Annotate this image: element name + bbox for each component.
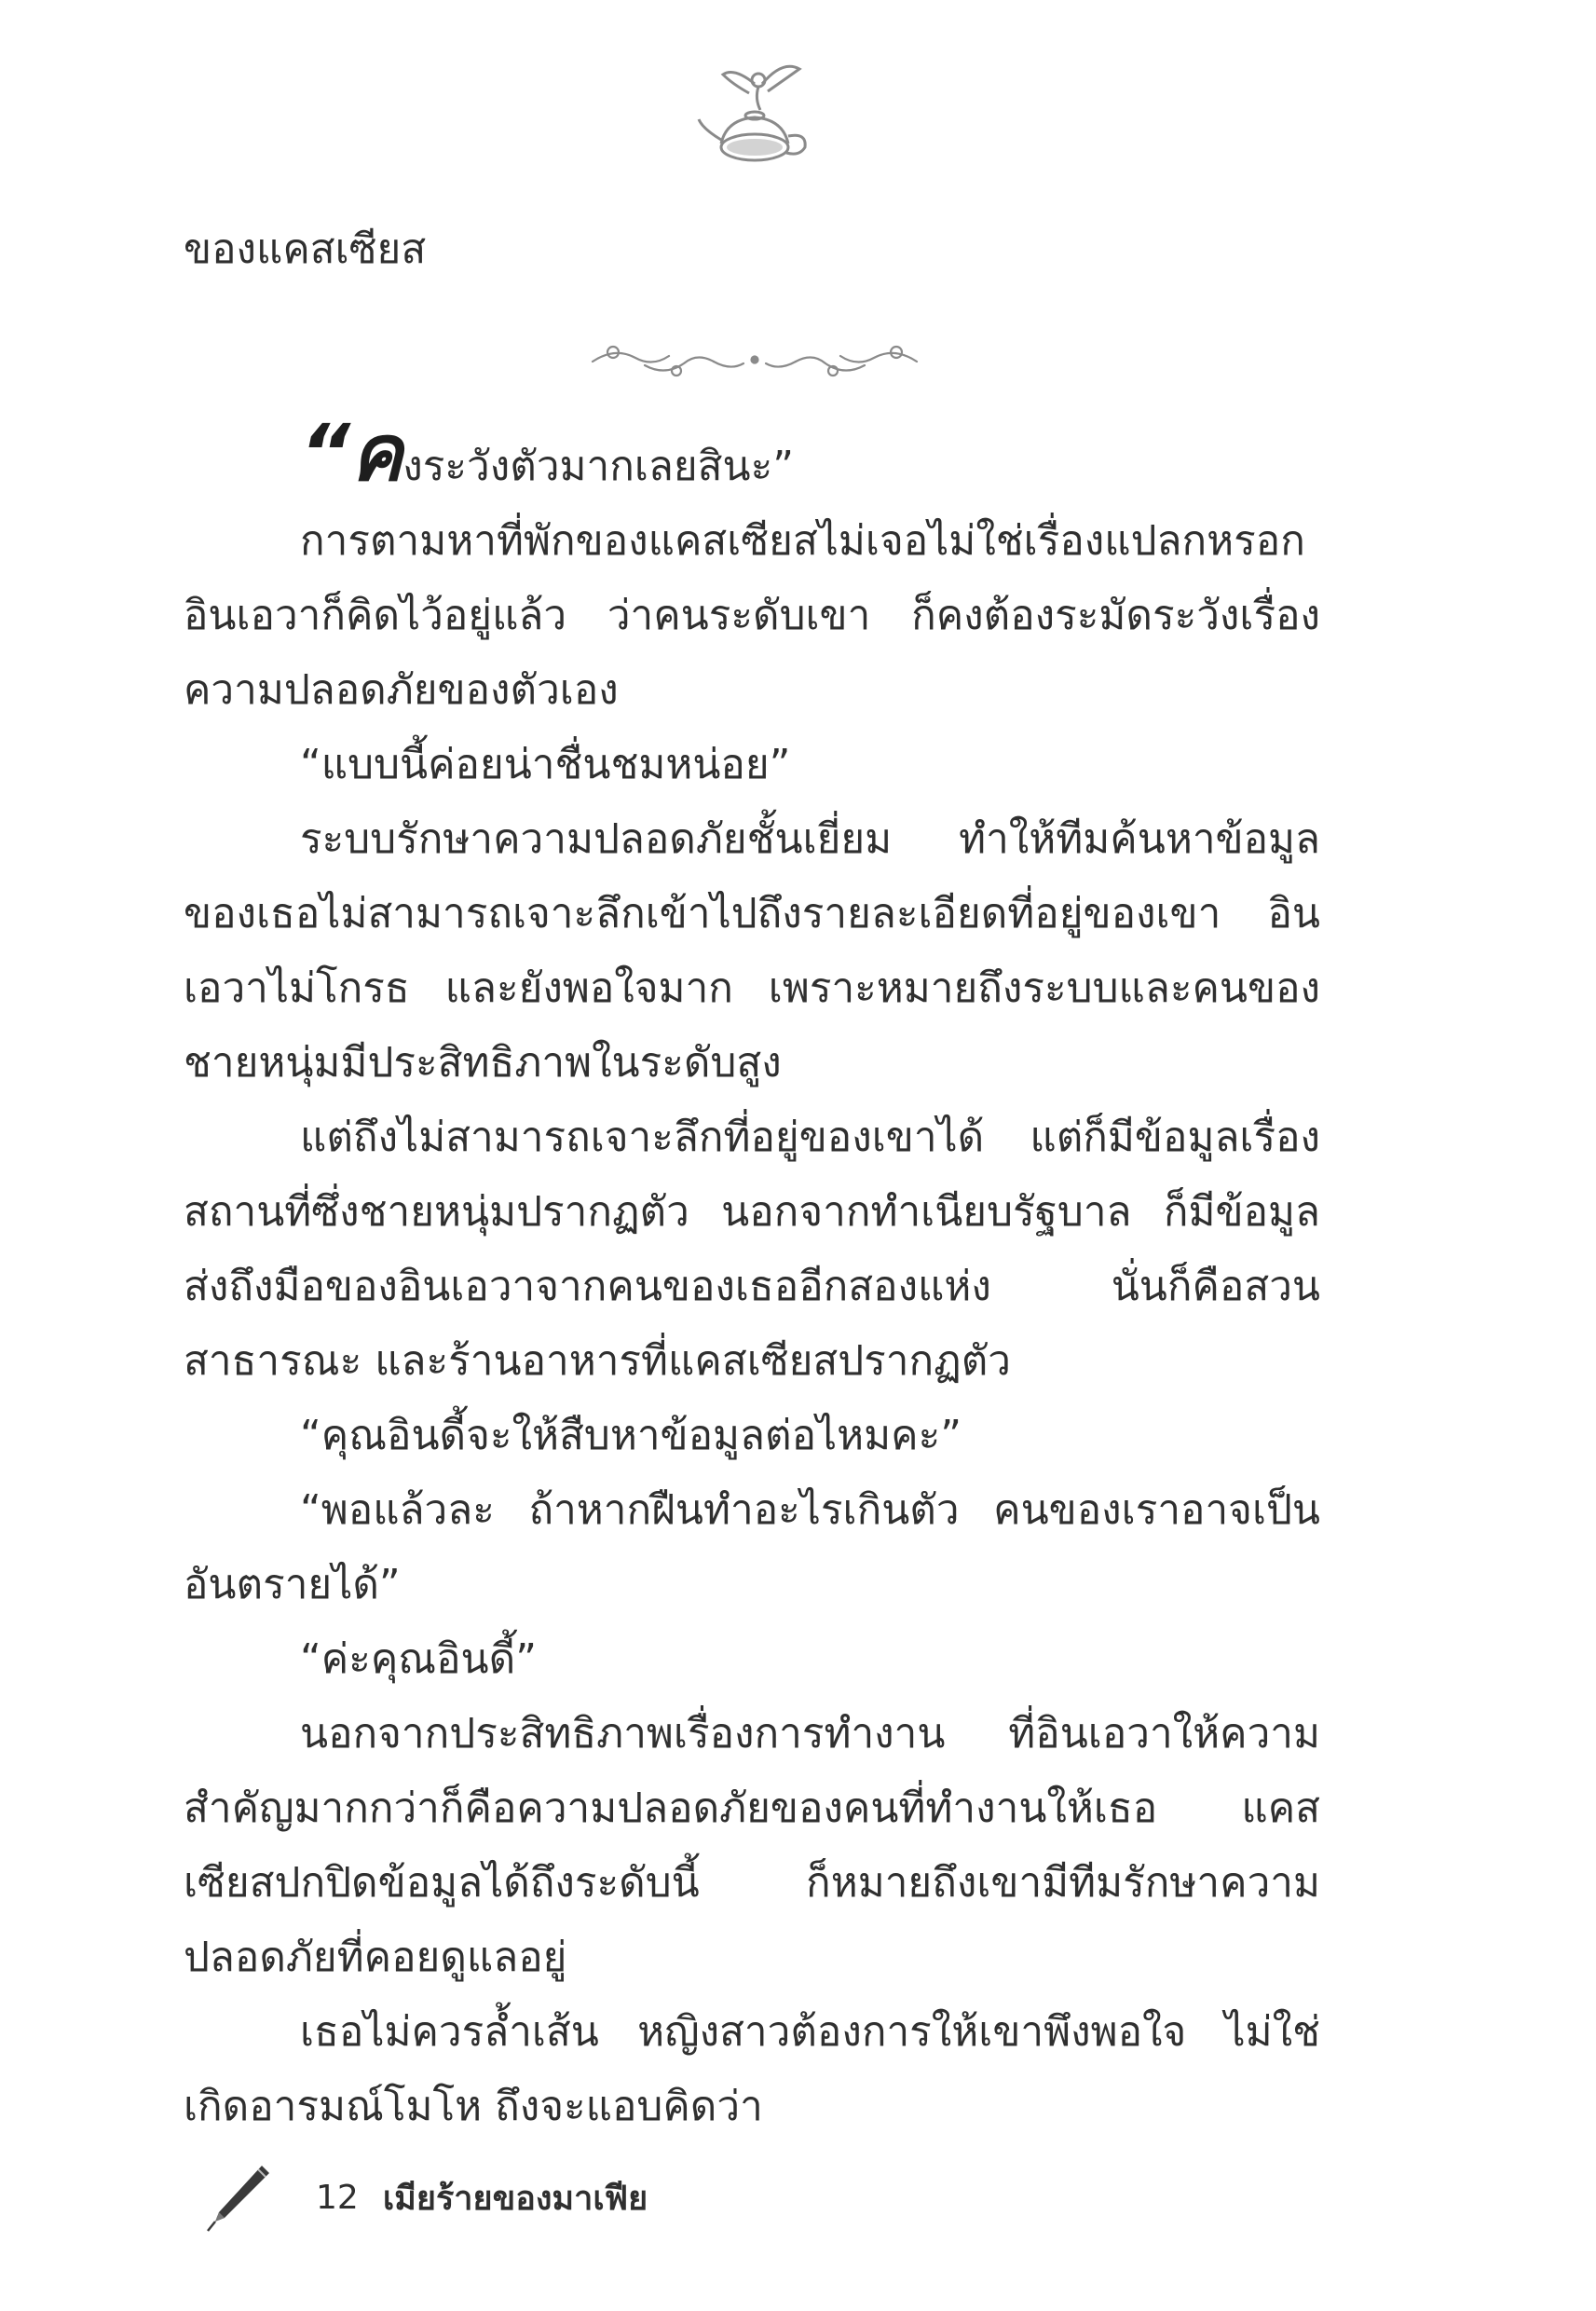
pen-icon [200,2160,275,2235]
paragraph: เธอไม่ควรล้ำเส้น หญิงสาวต้องการให้เขาพึงพอใจ ไม่ใช่เกิดอารมณ์โมโห ถึงจะแอบคิดว่า [184,2008,1320,2130]
paragraph: การตามหาที่พักของแคสเซียสไม่เจอไม่ใช่เรื่องแปลกหรอก อินเอวาก็คิดไว้อยู่แล้ว ว่าคนระดับเขา ก็คงต้องระมัดระวังเรื่องความปลอดภัยของตัวเอง [184,517,1320,714]
paragraph: “แบบนี้ค่อยน่าชื่นชมหน่อย” [300,741,791,788]
page-footer [200,2160,648,2235]
carried-over-text: ของแคสเซียส [184,226,427,273]
paragraph: ระบบรักษาความปลอดภัยชั้นเยี่ยม ทำให้ทีมค้นหาข้อมูลของเธอไม่สามารถเจาะลึกเข้าไปถึงรายละเอียดที่อยู่ของเขา อินเอวาไม่โกรธ และยังพอใจมาก เพราะหมายถึงระบบและคนของชายหนุ่มมีประสิทธิภาพในระดับสูง [184,815,1320,1087]
angel-teapot-ornament-icon [689,47,820,177]
dropcap-letter: “ค [300,407,403,499]
paragraph: “คุณอินดี้จะให้สืบหาข้อมูลต่อไหมคะ” [300,1412,962,1459]
page-number: 12 [316,2178,359,2217]
paragraph: “ค่ะคุณอินดี้” [300,1635,537,1683]
paragraph: นอกจากประสิทธิภาพเรื่องการทำงาน ที่อินเอวาให้ความสำคัญมากกว่าก็คือความปลอดภัยของคนที่ทำงานให้เธอ แคสเซียสปกปิดข้อมูลได้ถึงระดับนี้ ก็หมายถึงเขามีทีมรักษาความปลอดภัยที่คอยดูแลอยู่ [184,1710,1320,1981]
paragraph: “พอแล้วละ ถ้าหากฝืนทำอะไรเกินตัว คนของเราอาจเป็นอันตรายได้” [184,1486,1320,1608]
paragraph [184,407,1320,504]
book-title: เมียร้ายของมาเฟีย [382,2179,648,2218]
paragraph-text: งระวังตัวมากเลยสินะ” [402,443,795,490]
body-text [184,407,1320,2144]
paragraph: แต่ถึงไม่สามารถเจาะลึกที่อยู่ของเขาได้ แต่ก็มีข้อมูลเรื่องสถานที่ซึ่งชายหนุ่มปรากฏตัว นอกจากทำเนียบรัฐบาล ก็มีข้อมูลส่งถึงมือของอินเอวาจากคนของเธออีกสองแห่ง นั่นก็คือสวนสาธารณะ และร้านอาหารที่แคสเซียสปรากฏตัว [184,1114,1320,1385]
scroll-flourish-divider-icon [587,319,922,393]
